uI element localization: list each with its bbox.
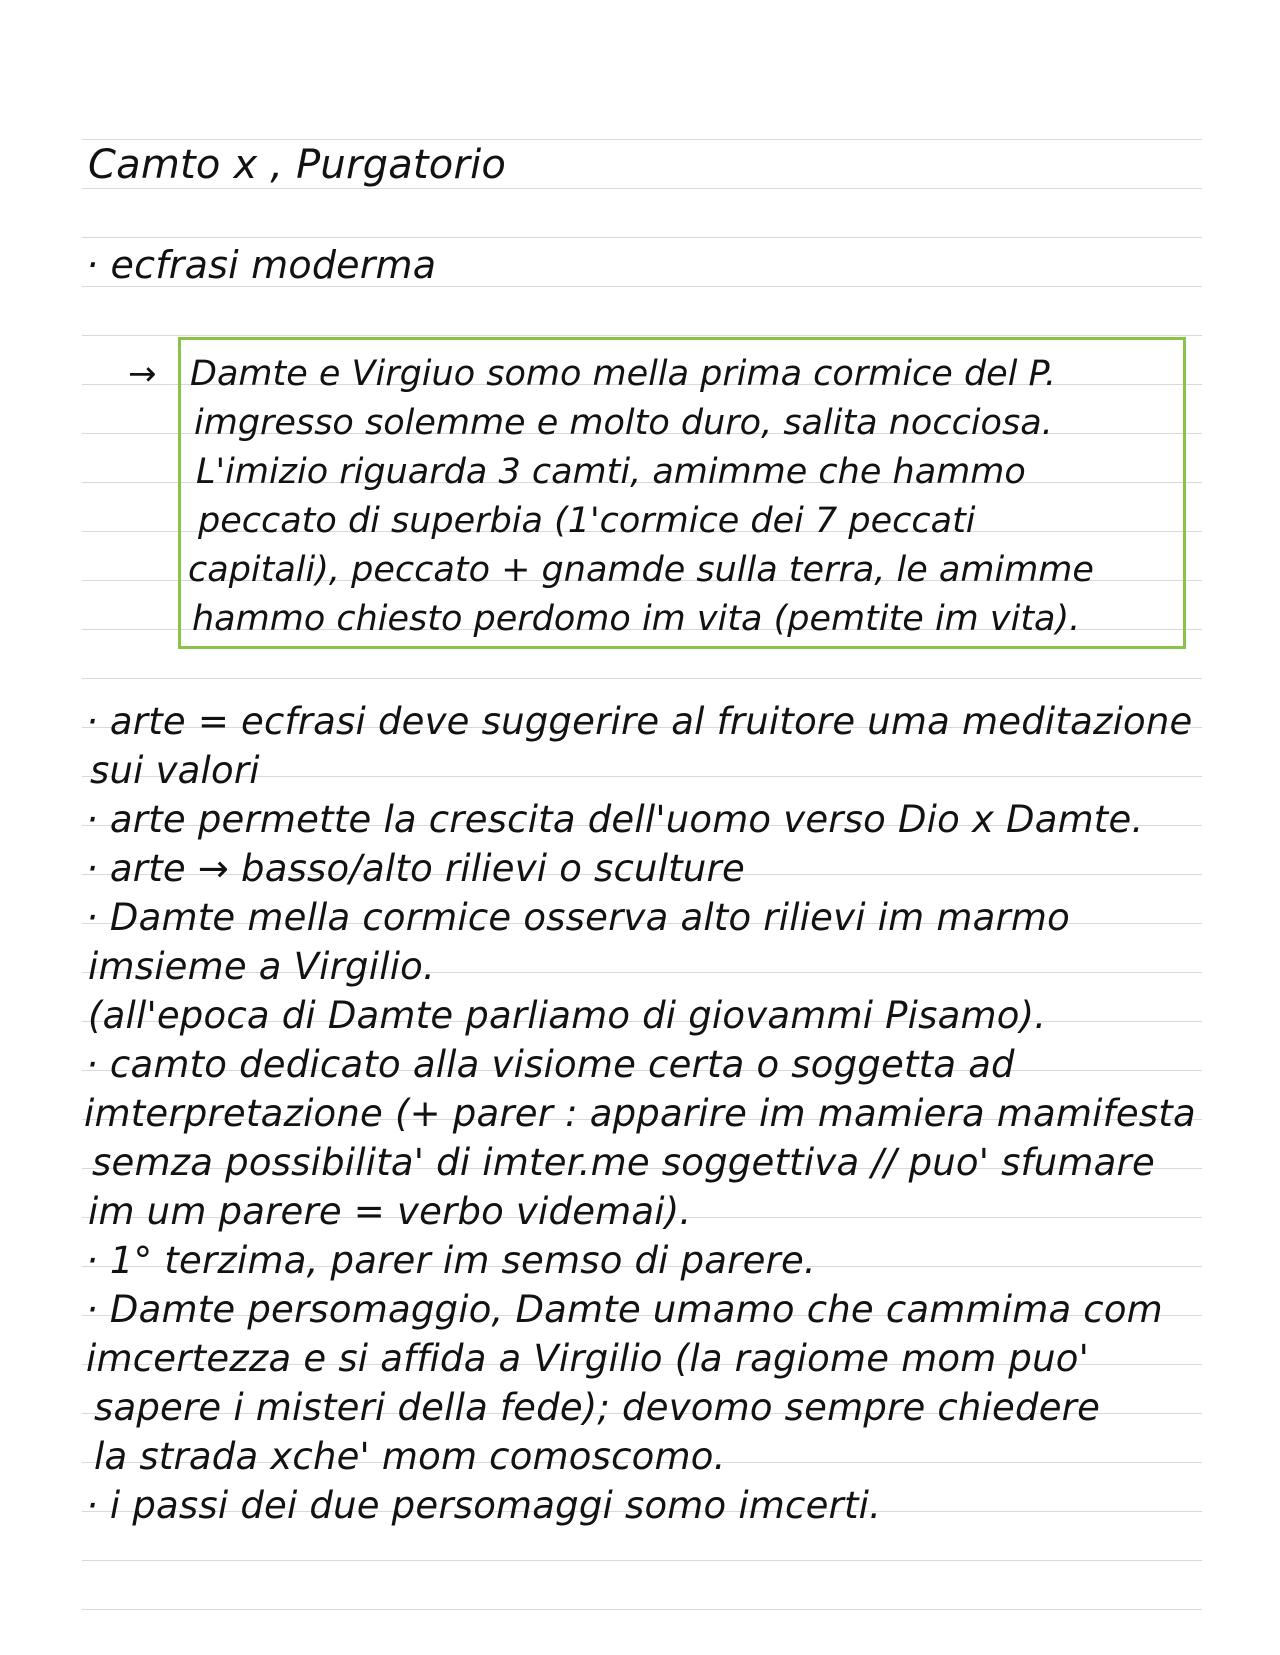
note-line: · Damte mella cormice osserva alto rilievi im marmo bbox=[86, 896, 1070, 939]
box-line: hammo chiesto perdomo im vita (pemtite im vita). bbox=[192, 599, 1081, 639]
note-line: imsieme a Virgilio. bbox=[88, 945, 435, 988]
box-line: capitali), peccato + gnamde sulla terra, le amimme bbox=[188, 550, 1094, 590]
note-line: · 1° terzima, parer im semso di parere. bbox=[86, 1239, 816, 1282]
ruled-line bbox=[82, 237, 1202, 238]
note-line: imcertezza e si affida a Virgilio (la ragiome mom puo' bbox=[86, 1337, 1089, 1380]
arrow-icon: → bbox=[128, 354, 157, 394]
ruled-line bbox=[82, 335, 1202, 336]
box-line: peccato di superbia (1'cormice dei 7 peccati bbox=[198, 501, 976, 541]
ruled-line bbox=[82, 678, 1202, 679]
note-line: · i passi dei due persomaggi somo imcerti. bbox=[86, 1484, 882, 1527]
note-line: semza possibilita' di imter.me soggettiva // puo' sfumare bbox=[92, 1141, 1155, 1184]
note-line: · arte → basso/alto rilievi o sculture bbox=[86, 847, 745, 890]
ruled-line bbox=[82, 1560, 1202, 1561]
note-line: sui valori bbox=[90, 749, 260, 792]
box-line: imgresso solemme e molto duro, salita nocciosa. bbox=[194, 403, 1053, 443]
note-line: la strada xche' mom comoscomo. bbox=[94, 1435, 726, 1478]
box-line: L'imizio riguarda 3 camti, amimme che hammo bbox=[196, 452, 1026, 492]
note-line: im um parere = verbo videmai). bbox=[88, 1190, 692, 1233]
note-line: · arte = ecfrasi deve suggerire al fruitore uma meditazione bbox=[86, 700, 1193, 743]
note-line: · camto dedicato alla visiome certa o soggetta ad bbox=[86, 1043, 1015, 1086]
ruled-line bbox=[82, 1609, 1202, 1610]
ruled-line bbox=[82, 188, 1202, 189]
note-line: sapere i misteri della fede); devomo sempre chiedere bbox=[94, 1386, 1101, 1429]
note-line: (all'epoca di Damte parliamo di giovammi Pisamo). bbox=[88, 994, 1047, 1037]
note-line: · Damte persomaggio, Damte umamo che cammima com bbox=[86, 1288, 1163, 1331]
ruled-line bbox=[82, 139, 1202, 140]
page-title: Camto x , Purgatorio bbox=[88, 142, 507, 188]
note-line: imterpretazione (+ parer : apparire im mamiera mamifesta bbox=[84, 1092, 1196, 1135]
box-line: Damte e Virgiuo somo mella prima cormice del P. bbox=[190, 354, 1056, 394]
note-line: · arte permette la crescita dell'uomo verso Dio x Damte. bbox=[86, 798, 1144, 841]
topic-heading: · ecfrasi moderma bbox=[86, 243, 437, 287]
